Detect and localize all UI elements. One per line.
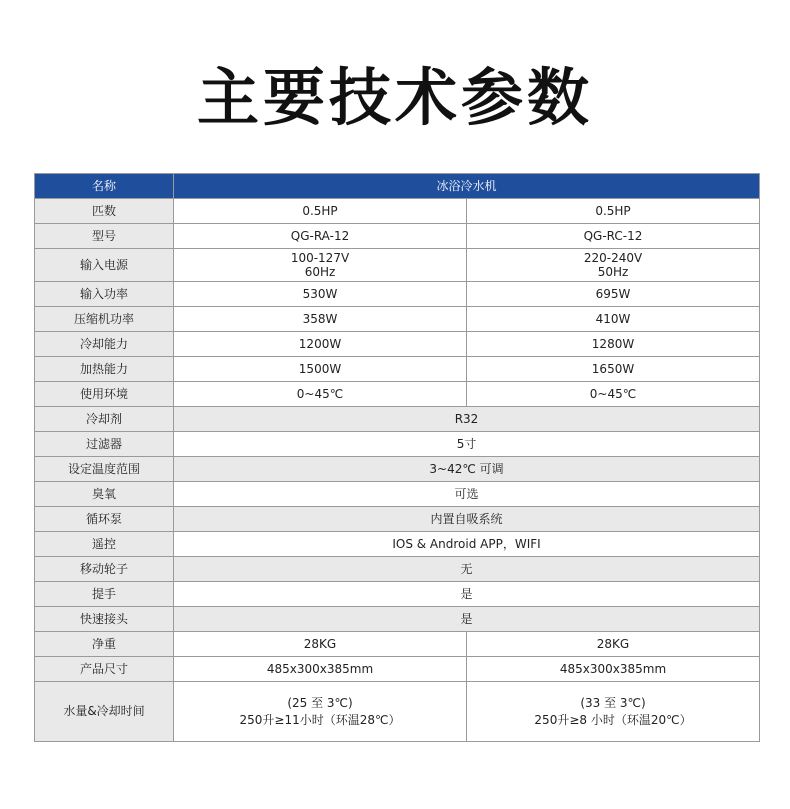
row-value bbox=[467, 682, 760, 742]
table-header-row bbox=[35, 174, 760, 199]
row-value-line: 220-240V bbox=[583, 251, 643, 265]
row-value: QG-RA-12 bbox=[174, 224, 467, 249]
row-value: 358W bbox=[174, 307, 467, 332]
table-row bbox=[35, 224, 760, 249]
table-row bbox=[35, 199, 760, 224]
row-value: 530W bbox=[174, 282, 467, 307]
table-row bbox=[35, 607, 760, 632]
row-value-line: 50Hz bbox=[597, 265, 629, 279]
row-value: 5寸 bbox=[174, 432, 760, 457]
row-label: 输入功率 bbox=[35, 282, 174, 307]
row-value-line: 60Hz bbox=[304, 265, 336, 279]
row-value: 0~45℃ bbox=[174, 382, 467, 407]
row-label: 过滤器 bbox=[35, 432, 174, 457]
header-product: 冰浴冷水机 bbox=[174, 174, 760, 199]
row-value bbox=[174, 682, 467, 742]
row-value: 是 bbox=[174, 582, 760, 607]
row-value: 1200W bbox=[174, 332, 467, 357]
table-row bbox=[35, 282, 760, 307]
table-row bbox=[35, 307, 760, 332]
table-row bbox=[35, 632, 760, 657]
row-value: 是 bbox=[174, 607, 760, 632]
row-value: 485x300x385mm bbox=[174, 657, 467, 682]
table-row bbox=[35, 557, 760, 582]
row-label: 型号 bbox=[35, 224, 174, 249]
row-value-line: (25 至 3℃) bbox=[287, 695, 353, 710]
row-value-line: 250升≥8 小时（环温20℃） bbox=[534, 712, 692, 727]
row-label: 冷却能力 bbox=[35, 332, 174, 357]
row-label: 遥控 bbox=[35, 532, 174, 557]
table-row bbox=[35, 357, 760, 382]
table-row bbox=[35, 332, 760, 357]
table-row bbox=[35, 582, 760, 607]
table-row bbox=[35, 657, 760, 682]
row-label: 移动轮子 bbox=[35, 557, 174, 582]
table-row bbox=[35, 457, 760, 482]
row-label: 加热能力 bbox=[35, 357, 174, 382]
row-value: 内置自吸系统 bbox=[174, 507, 760, 532]
row-label: 匹数 bbox=[35, 199, 174, 224]
page-title: 主要技术参数 bbox=[196, 61, 593, 134]
row-label: 输入电源 bbox=[35, 249, 174, 282]
row-label: 压缩机功率 bbox=[35, 307, 174, 332]
table-row bbox=[35, 382, 760, 407]
row-value: 485x300x385mm bbox=[467, 657, 760, 682]
row-value: 0~45℃ bbox=[467, 382, 760, 407]
row-value: 1280W bbox=[467, 332, 760, 357]
table-row bbox=[35, 532, 760, 557]
table-row bbox=[35, 507, 760, 532]
row-label: 净重 bbox=[35, 632, 174, 657]
row-value: QG-RC-12 bbox=[467, 224, 760, 249]
row-value: 3~42℃ 可调 bbox=[174, 457, 760, 482]
row-value: R32 bbox=[174, 407, 760, 432]
row-value: 可选 bbox=[174, 482, 760, 507]
row-value: 410W bbox=[467, 307, 760, 332]
row-value: 无 bbox=[174, 557, 760, 582]
table-row bbox=[35, 432, 760, 457]
row-label: 使用环境 bbox=[35, 382, 174, 407]
row-label: 冷却剂 bbox=[35, 407, 174, 432]
row-value: IOS & Android APP，WIFI bbox=[174, 532, 760, 557]
row-label: 臭氧 bbox=[35, 482, 174, 507]
row-value: 28KG bbox=[174, 632, 467, 657]
row-label: 循环泵 bbox=[35, 507, 174, 532]
row-value: 0.5HP bbox=[467, 199, 760, 224]
row-label: 产品尺寸 bbox=[35, 657, 174, 682]
row-value-line: (33 至 3℃) bbox=[580, 695, 646, 710]
row-value: 1500W bbox=[174, 357, 467, 382]
row-value-line: 250升≥11小时（环温28℃） bbox=[239, 712, 401, 727]
table-row bbox=[35, 249, 760, 282]
row-value: 28KG bbox=[467, 632, 760, 657]
header-label: 名称 bbox=[35, 174, 174, 199]
row-label: 水量&冷却时间 bbox=[35, 682, 174, 742]
row-value: 0.5HP bbox=[174, 199, 467, 224]
row-value bbox=[467, 249, 760, 282]
row-value bbox=[174, 249, 467, 282]
table-row bbox=[35, 482, 760, 507]
row-label: 快速接头 bbox=[35, 607, 174, 632]
table-row bbox=[35, 407, 760, 432]
row-value: 1650W bbox=[467, 357, 760, 382]
row-label: 设定温度范围 bbox=[35, 457, 174, 482]
row-label: 提手 bbox=[35, 582, 174, 607]
spec-table bbox=[34, 173, 760, 742]
row-value: 695W bbox=[467, 282, 760, 307]
table-row bbox=[35, 682, 760, 742]
row-value-line: 100-127V bbox=[290, 251, 350, 265]
